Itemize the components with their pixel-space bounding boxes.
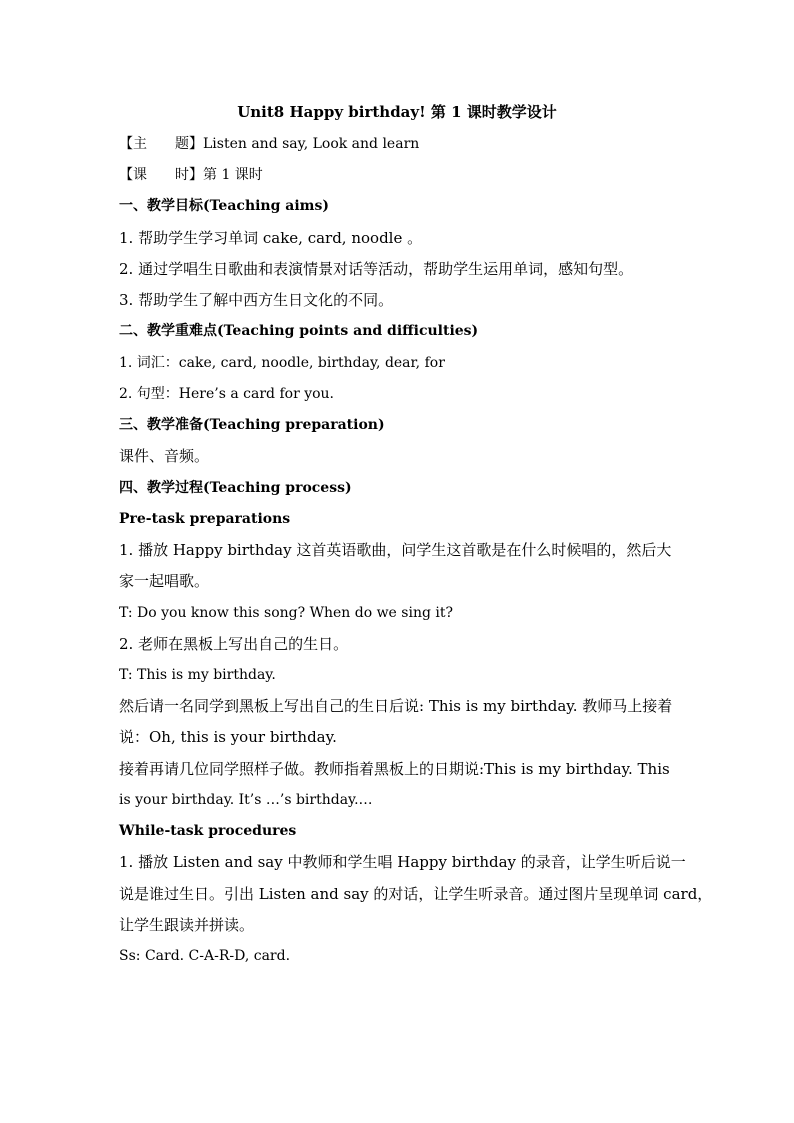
pre-step-2c: 然后请一名同学到黑板上写出自己的生日后说: This is my birthday. 教师马上接着: [119, 697, 673, 715]
aim-1: 1. 帮助学生学习单词 cake, card, noodle 。: [119, 229, 423, 247]
topic-line: 【主 题】Listen and say, Look and learn: [119, 136, 420, 152]
aims-heading: 一、教学目标(Teaching aims): [119, 198, 329, 214]
points-heading: 二、教学重难点(Teaching points and difficulties): [119, 323, 479, 339]
pre-step-2e: 接着再请几位同学照样子做。教师指着黑板上的日期说:This is my birthday. This: [119, 760, 670, 778]
period-line: 【课 时】第 1 课时: [119, 167, 263, 183]
document-title: Unit8 Happy birthday! 第 1 课时教学设计: [237, 103, 557, 121]
point-1: 1. 词汇：cake, card, noodle, birthday, dear, for: [119, 355, 445, 371]
pre-step-2a: 2. 老师在黑板上写出自己的生日。: [119, 635, 349, 653]
while-step-1a: 1. 播放 Listen and say 中教师和学生唱 Happy birthday 的录音，让学生听后说一: [119, 853, 686, 871]
aim-2: 2. 通过学唱生日歌曲和表演情景对话等活动，帮助学生运用单词，感知句型。: [119, 260, 634, 278]
prep-heading: 三、教学准备(Teaching preparation): [119, 417, 385, 433]
pre-step-1b: 家一起唱歌。: [119, 572, 210, 590]
prep-text: 课件、音频。: [119, 447, 210, 465]
point-2: 2. 句型：Here’s a card for you.: [119, 386, 335, 402]
pre-step-2d: 说：Oh, this is your birthday.: [119, 728, 337, 746]
while-step-1c: 让学生跟读并拼读。: [119, 916, 255, 934]
pre-task-heading: Pre-task preparations: [119, 511, 291, 527]
pre-step-1a: 1. 播放 Happy birthday 这首英语歌曲，问学生这首歌是在什么时候唱的，然后大: [119, 541, 672, 559]
while-task-heading: While-task procedures: [119, 823, 297, 839]
pre-step-1c: T: Do you know this song? When do we sing it?: [119, 605, 453, 621]
while-step-1b: 说是谁过生日。引出 Listen and say 的对话，让学生听录音。通过图片呈现单词 card，: [119, 885, 713, 903]
pre-step-2f: is your birthday. It’s …’s birthday.…: [119, 792, 373, 808]
aim-3: 3. 帮助学生了解中西方生日文化的不同。: [119, 291, 394, 309]
while-step-1d: Ss: Card. C-A-R-D, card.: [119, 948, 291, 964]
process-heading: 四、教学过程(Teaching process): [119, 480, 352, 496]
pre-step-2b: T: This is my birthday.: [119, 667, 276, 683]
